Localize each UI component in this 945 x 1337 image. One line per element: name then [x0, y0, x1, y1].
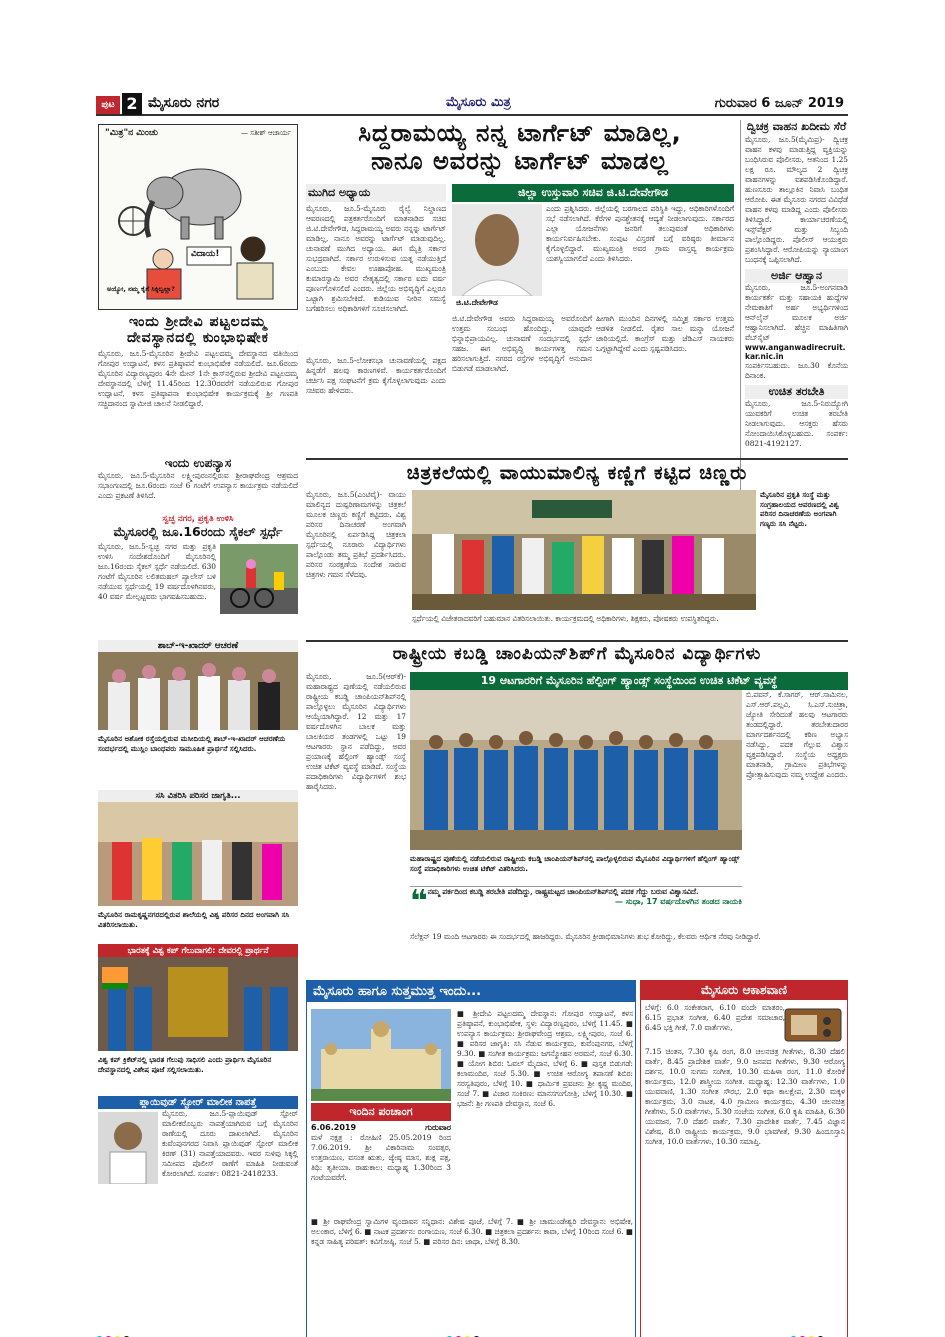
cartoon-bubble-vidaya: ವಿದಾಯ! [191, 249, 220, 259]
bharat-cup-caption: ವಿಶ್ವ ಕಪ್ ಕ್ರಿಕೆಟ್‌ನಲ್ಲಿ ಭಾರತ ಗೆಲುವು ಸಾಧಿಸಲಿ ಎಂದು ಪ್ರಾರ್ಥಿಸಿ ಮೈಸೂರಿನ ದೇವಸ್ಥಾನದಲ್ಲಿ ವಿಶೇಷ ಪೂಜೆ ಸಲ್ಲಿಸಲಾಯಿತು. [98, 1055, 272, 1074]
painting-body-col2: ಸ್ಪರ್ಧೆಯಲ್ಲಿ ವಿಜೇತರಾದವರಿಗೆ ಬಹುಮಾನ ವಿತರಿಸಲಾಯಿತು. ಕಾರ್ಯಕ್ರಮದಲ್ಲಿ ಅಧಿಕಾರಿಗಳು, ಶಿಕ್ಷಕರು, ಪೋಷಕರು ಉಪಸ್ಥಿತರಿದ್ದರು. [412, 614, 719, 623]
kabaddi-body-col2: ಬಿ.ಪವನ್, ಕೆ.ಸಾಗರ್, ಆರ್.ಸಾಮಿನಲ, ಎಸ್.ಆರ್.ಪಲ್ಲವಿ, ಸಿ.ಎಸ್.ಸುಚಿತ್ರಾ, ಜ್ಯೋತಿ ಸೇರಿದಂತೆ ಹಲವು ಆಟಗಾರರು ತಂಡದಲ್ಲಿದ್ದಾರೆ. ತರಬೇತುದಾರರ ಮಾರ್ಗದರ್ಶನದಲ್ಲಿ ಕಠಿಣ ಅಭ್ಯಾಸ ನಡೆಸಿದ್ದು, ಪದಕ ಗೆಲ್ಲುವ ವಿಶ್ವಾಸ ವ್ಯಕ್ತಪಡಿಸಿದ್ದಾರೆ. ಸಂಸ್ಥೆಯ ಅಧ್ಯಕ್ಷರು ಮಾತನಾಡಿ, ಗ್ರಾಮೀಣ ಪ್ರತಿಭೆಗಳನ್ನು ಪ್ರೋತ್ಸಾಹಿಸುವುದು ನಮ್ಮ ಉದ್ದೇಶ ಎಂದರು. [746, 690, 848, 779]
panchanga-headline: ಇಂದಿನ ಪಂಚಾಂಗ [311, 1103, 451, 1121]
bharat-cup-headline: ಭಾರತಕ್ಕೆ ವಿಶ್ವ ಕಪ್ ಗೆಲುವಾಗಲಿ: ದೇವರಲ್ಲಿ ಪ್ರಾರ್ಥನೆ [98, 944, 298, 957]
lead-body-col3: ಮೈಸೂರು, ಜೂ.5-ಲೋಕಸಭಾ ಚುನಾವಣೆಯಲ್ಲಿ ಪಕ್ಷದ ಹಿನ್ನಡೆಗೆ ಹಲವು ಕಾರಣಗಳಿವೆ. ಕಾರ್ಯಕರ್ತರೊಂದಿಗೆ ಚರ್ಚಿಸಿ ಪಕ್ಷ ಸಂಘಟನೆಗೆ ಕ್ರಮ ಕೈಗೊಳ್ಳಲಾಗುವುದು ಎಂದು ಸಚಿವರು ಹೇಳಿದರು. [306, 356, 446, 395]
arji-body: ಮೈಸೂರು, ಜೂ.5-ಅಂಗನವಾಡಿ ಕಾರ್ಯಕರ್ತೆ ಮತ್ತು ಸಹಾಯಕಿ ಹುದ್ದೆಗಳ ನೇಮಕಾತಿಗೆ ಅರ್ಹ ಅಭ್ಯರ್ಥಿಗಳಿಂದ ಆನ್‌ಲೈನ್ ಮೂಲಕ ಅರ್ಜಿ ಆಹ್ವಾನಿಸಲಾಗಿದೆ. ಹೆಚ್ಚಿನ ಮಾಹಿತಿಗಾಗಿ ವೆಬ್‌ಸೈಟ್ [745, 283, 848, 342]
arji-body-2: ಸಂಪರ್ಕಿಸಬಹುದು. ಜೂ.30 ಕೊನೆಯ ದಿನಾಂಕ. [745, 361, 848, 380]
uchita-body: ಮೈಸೂರು, ಜೂ.5-ನಿರುದ್ಯೋಗಿ ಯುವಕರಿಗೆ ಉಚಿತ ತರಬೇತಿ ನೀಡಲಾಗುವುದು. ಆಸಕ್ತರು ಹೆಸರು ನೋಂದಾಯಿಸಿಕೊಳ್ಳಬಹುದು. ಸಂಪರ್ಕ: 0821-4192127. [745, 399, 848, 448]
upanyasa-body: ಮೈಸೂರು, ಜೂ.5-ಮೈಸೂರಿನ ಲಕ್ಷ್ಮೀಪುರಂನಲ್ಲಿರುವ ಶ್ರೀರಾಘವೇಂದ್ರ ಆಶ್ರಮದ ಸಭಾಂಗಣದಲ್ಲಿ ಜೂ.6ರಂದು ಸಂಜೆ 6 ಗಂಟೆಗೆ ಉಪನ್ಯಾಸ ಕಾರ್ಯಕ್ರಮ ನಡೆಯಲಿದೆ ಎಂದು ಪ್ರಕಟಣೆ ತಿಳಿಸಿದೆ. [98, 471, 298, 500]
panchanga-date: 6.06.2019 [311, 1123, 357, 1132]
sahib-headline: ಶಾಬ್-ಇ-ಖಾದರ್ ಆಚರಣೆ [98, 640, 298, 652]
cartoon-artist: — ಸತೀಶ್ ಆಚಾರ್ಯ [241, 129, 291, 137]
page-tag: ಪುಟ [96, 96, 120, 114]
lead-body-col1: ಮೈಸೂರು, ಜೂ.5-ಮೈಸೂರು ರೈಲ್ವೆ ನಿಲ್ದಾಣದ ಆವರಣದಲ್ಲಿ ಪತ್ರಕರ್ತರೊಂದಿಗೆ ಮಾತನಾಡಿದ ಸಚಿವ ಜಿ.ಟಿ.ದೇವೇಗೌಡ, ಸಿದ್ದರಾಮಯ್ಯ ಅವರು ನನ್ನನ್ನು ಟಾರ್ಗೆಟ್ ಮಾಡಿಲ್ಲ, ನಾನೂ ಅವರನ್ನು ಟಾರ್ಗೆಟ್ ಮಾಡುವುದಿಲ್ಲ. ಚುನಾವಣೆ ಮುಗಿದ ಅಧ್ಯಾಯ. ಈಗ ಮೈತ್ರಿ ಸರ್ಕಾರ ಸುಭದ್ರವಾಗಿದೆ. ಸರ್ಕಾರ ಉರುಳಿಸುವ ಯತ್ನ ನಡೆಯುತ್ತಿದೆ ಎಂಬುದು ಕೇವಲ ಊಹಾಪೋಹ. ಮುಖ್ಯಮಂತ್ರಿ ಕುಮಾರಸ್ವಾಮಿ ಅವರ ನೇತೃತ್ವದಲ್ಲಿ ಸರ್ಕಾರ ಐದು ವರ್ಷ ಪೂರ್ಣಗೊಳಿಸಲಿದೆ ಎಂದರು. ಜಿಲ್ಲೆಯ ಅಭಿವೃದ್ಧಿಗೆ ಎಲ್ಲರೂ ಒಟ್ಟಾಗಿ ಶ್ರಮಿಸಬೇಕಿದೆ. ಕುಡಿಯುವ ನೀರಿನ ಸಮಸ್ಯೆ ಬಗೆಹರಿಸಲು ಅಧಿಕಾರಿಗಳಿಗೆ ಸೂಚಿಸಲಾಗಿದೆ. [306, 204, 446, 313]
painting-body-col1: ಮೈಸೂರು, ಜೂ.5(ಎಂಟಿವೈ)- ವಾಯು ಮಾಲಿನ್ಯದ ದುಷ್ಪರಿಣಾಮಗಳನ್ನು ಚಿತ್ರಕಲೆ ಮೂಲಕ ಚಿಣ್ಣರು ಕಣ್ಣಿಗೆ ಕಟ್ಟಿದರು. ವಿಶ್ವ ಪರಿಸರ ದಿನಾಚರಣೆ ಅಂಗವಾಗಿ ಮೈಸೂರಿನಲ್ಲಿ ಏರ್ಪಡಿಸಿದ್ದ ಚಿತ್ರಕಲಾ ಸ್ಪರ್ಧೆಯಲ್ಲಿ ನೂರಾರು ವಿದ್ಯಾರ್ಥಿಗಳು ಪಾಲ್ಗೊಂಡು ತಮ್ಮ ಪ್ರತಿಭೆ ಪ್ರದರ್ಶಿಸಿದರು. ಪರಿಸರ ಸಂರಕ್ಷಣೆಯ ಸಂದೇಶ ಸಾರುವ ಚಿತ್ರಗಳು ಗಮನ ಸೆಳೆದವು. [306, 490, 406, 579]
lead-kicker: ಮುಗಿದ ಅಧ್ಯಾಯ [306, 184, 446, 202]
kabaddi-quote-credit: — ಸುಧಾ, 17 ವರ್ಷದೊಳಗಿನ ತಂಡದ ನಾಯಕಿ [615, 897, 742, 906]
dvichakra-headline: ದ್ವಿಚಕ್ರ ವಾಹನ ಖದೀಮ ಸೆರೆ [746, 120, 847, 133]
kabaddi-story [306, 640, 848, 976]
mysore-palace-photo [311, 1009, 451, 1101]
temple-headline-1: ಇಂದು ಶ್ರೀದೇವಿ ಪಟ್ಟಲದಮ್ಮ [129, 314, 267, 330]
panchanga-box [311, 1103, 451, 1183]
cartoon-bubble-ayyo: ಅಯ್ಯೋ, ನಮ್ಮ ಕೈಗೆ ಸಿಕ್ಕಿಲ್ವಲ್ಲಾ? [107, 285, 175, 293]
bharat-cup-photo [98, 957, 298, 1051]
lead-banner: ಜಿಲ್ಲಾ ಉಸ್ತುವಾರಿ ಸಚಿವ ಜಿ.ಟಿ.ದೇವೇಗೌಡ [452, 184, 734, 202]
kabaddi-body-col3: ಸೆಲೆಕ್ಷನ್ 19 ಮಂದಿ ಆಟಗಾರರು ಈ ಸಂದರ್ಭದಲ್ಲಿ ಹಾಜರಿದ್ದರು. ಮೈಸೂರಿನ ಕ್ರೀಡಾಭಿಮಾನಿಗಳು ಶುಭ ಕೋರಿದ್ದು, ಕೆಲವರು ಆರ್ಥಿಕ ನೆರವು ನೀಡಿದ್ದಾರೆ. [410, 932, 761, 941]
lead-story-headline-block [306, 120, 734, 184]
radio-headline: ಮೈಸೂರು ಆಕಾಶವಾಣಿ [641, 981, 847, 1000]
cartoon-title: "ಮಿತ್ರ"ನ ಮಿಂಚು [105, 128, 158, 138]
minister-photo [452, 204, 542, 296]
sahib-caption: ಮೈಸೂರಿನ ಅಶೋಕ ರಸ್ತೆಯಲ್ಲಿರುವ ಮಸೀದಿಯಲ್ಲಿ ಶಾಬ್-ಇ-ಖಾದರ್ ಆಚರಣೆಯ ಸಂದರ್ಭದಲ್ಲಿ ಮುಸ್ಲಿಂ ಬಾಂಧವರು ಸಾಮೂಹಿಕ ಪ್ರಾರ್ಥನೆ ಸಲ್ಲಿಸಿದರು. [98, 734, 286, 753]
newspaper-page [96, 92, 848, 1337]
sahib-story [98, 640, 298, 790]
cycle-body: ಮೈಸೂರು, ಜೂ.5-ಸ್ವಚ್ಛ ನಗರ ಮತ್ತು ಪ್ರಕೃತಿ ಉಳಿಸಿ ಸಂದೇಶದೊಂದಿಗೆ ಮೈಸೂರಿನಲ್ಲಿ ಜೂ.16ರಂದು ಸೈಕಲ್ ಸ್ಪರ್ಧೆ ನಡೆಯಲಿದೆ. 630 ಗಂಟೆಗೆ ಮೈಸೂರಿನ ಲಲಿತಮಹಲ್ ಪ್ಯಾಲೇಸ್ ಬಳಿ ನಡೆಯುವ ಸ್ಪರ್ಧೆಯಲ್ಲಿ 19 ವರ್ಷದೊಳಗಿನವರು, 40 ವರ್ಷ ಮೇಲ್ಪಟ್ಟವರು ಭಾಗವಹಿಸಬಹುದು. [98, 542, 216, 601]
quote-mark-icon: ❝ [410, 884, 428, 919]
issue-date: ಗುರುವಾರ 6 ಜೂನ್ 2019 [714, 96, 844, 111]
lead-body-col5: ಹೀಗಾಗಿ ಮುಂದಿನ ದಿನಗಳಲ್ಲಿ ಸಮ್ಮಿಶ್ರ ಸರ್ಕಾರ ಉತ್ತಮ ಆಡಳಿತ ನೀಡಲಿದೆ. ರೈತರ ಸಾಲ ಮನ್ನಾ ಯೋಜನೆ ಜಾರಿಯಲ್ಲಿದೆ. ಕಾಂಗ್ರೆಸ್ ಮತ್ತು ಜೆಡಿಎಸ್ ನಾಯಕರು ಒಗ್ಗಟ್ಟಾಗಿದ್ದೇವೆ ಎಂದು ಸ್ಪಷ್ಟಪಡಿಸಿದರು. [596, 314, 734, 353]
lead-story [306, 184, 734, 454]
painting-headline: ಚಿತ್ರಕಲೆಯಲ್ಲಿ ವಾಯುಮಾಲಿನ್ಯ ಕಣ್ಣಿಗೆ ಕಟ್ಟಿದ ಚಿಣ್ಣರು [406, 462, 748, 484]
sasi-headline: ಸಸಿ ವಿತರಿಸಿ ಪರಿಸರ ಜಾಗೃತಿ... [98, 790, 298, 802]
radio-icon [783, 1003, 843, 1043]
kabaddi-team-photo [410, 690, 742, 850]
plywood-headline: ಪ್ಲಾಯಿವುಡ್ ಸ್ಟೋರ್ ಮಾಲೀಕ ನಾಪತ್ತೆ [98, 1096, 298, 1109]
upanyasa-story [98, 456, 298, 512]
kabaddi-banner: 19 ಆಟಗಾರರಿಗೆ ಮೈಸೂರಿನ ಹೆಲ್ಪಿಂಗ್ ಹ್ಯಾಂಡ್ಸ್ ಸಂಸ್ಥೆಯಿಂದ ಉಚಿತ ಟಿಕೆಟ್ ವ್ಯವಸ್ಥೆ [410, 672, 848, 690]
panchanga-body: ಮಳೆ ನಕ್ಷತ್ರ : ರೋಹಿಣಿ 25.05.2019 ರಿಂದ 7.06.2019. ಶ್ರೀ ವಿಕಾರಿನಾಮ ಸಂವತ್ಸರ, ಉತ್ತರಾಯಣ, ವಸಂತ ಋತು, ಜ್ಯೇಷ್ಠ ಮಾಸ, ಶುಕ್ಲ ಪಕ್ಷ, ತಿಥಿ: ತೃತೀಯಾ. ರಾಹುಕಾಲ: ಮಧ್ಯಾಹ್ನ 1.30ರಿಂದ 3 ಗಂಟೆಯವರೆಗೆ. [311, 1133, 451, 1182]
upanyasa-headline: ಇಂದು ಉಪನ್ಯಾಸ [164, 456, 232, 470]
painting-event-photo [412, 490, 756, 610]
painting-story [306, 458, 848, 638]
temple-story [98, 314, 298, 454]
cycle-kicker: ಸ್ವಚ್ಛ ನಗರ, ಪ್ರಕೃತಿ ಉಳಿಸಿ [162, 514, 234, 524]
uchita-headline: ಉಚಿತ ತರಬೇತಿ [745, 385, 848, 399]
arji-headline: ಅರ್ಜಿ ಆಹ್ವಾನ [745, 269, 848, 283]
cartoon-illustration [103, 141, 293, 307]
today-headline: ಮೈಸೂರು ಹಾಗೂ ಸುತ್ತಮುತ್ತ ಇಂದು... [307, 981, 635, 1002]
section-name: ಮೈಸೂರು ನಗರ [148, 95, 220, 111]
kabaddi-body-col1: ಮೈಸೂರು, ಜೂ.5(ಆರ್‌ಕೆ)- ಮಹಾರಾಷ್ಟ್ರದ ಪುಣೆಯಲ್ಲಿ ನಡೆಯಲಿರುವ ರಾಷ್ಟ್ರೀಯ ಕಬಡ್ಡಿ ಚಾಂಪಿಯನ್‌ಶಿಪ್‌ನಲ್ಲಿ ಪಾಲ್ಗೊಳ್ಳಲು ಮೈಸೂರಿನ ವಿದ್ಯಾರ್ಥಿಗಳು ಆಯ್ಕೆಯಾಗಿದ್ದಾರೆ. 12 ಮತ್ತು 17 ವರ್ಷದೊಳಗಿನ ಬಾಲಕ ಮತ್ತು ಬಾಲಕಿಯರ ತಂಡಗಳಲ್ಲಿ ಒಟ್ಟು 19 ಆಟಗಾರರು ಸ್ಥಾನ ಪಡೆದಿದ್ದು, ಅವರ ಪ್ರಯಾಣಕ್ಕೆ ಹೆಲ್ಪಿಂಗ್ ಹ್ಯಾಂಡ್ಸ್ ಸಂಸ್ಥೆ ಉಚಿತ ಟಿಕೆಟ್ ವ್ಯವಸ್ಥೆ ಮಾಡಿದೆ. ಸಂಸ್ಥೆಯ ಪದಾಧಿಕಾರಿಗಳು ವಿದ್ಯಾರ್ಥಿಗಳಿಗೆ ಶುಭ ಹಾರೈಸಿದರು. [306, 672, 406, 791]
today-events-list: ■ ಶ್ರೀದೇವಿ ಪಟ್ಟಲದಮ್ಮ ದೇವಸ್ಥಾನ: ಗೋಪುರ ಉದ್ಘಾಟನೆ, ಕಳಸ ಪ್ರತಿಷ್ಠಾಪನೆ, ಕುಂಭಾಭಿಷೇಕ, ಸ್ಥಳ: ವಿದ್ಯಾರಣ್ಯಪುರಂ, ಬೆಳಿಗ್ಗೆ 11.45. ■ ಉಪನ್ಯಾಸ ಕಾರ್ಯಕ್ರಮ: ಶ್ರೀರಾಘವೇಂದ್ರ ಆಶ್ರಮ, ಲಕ್ಷ್ಮೀಪುರಂ, ಸಂಜೆ 6. ■ ಪರಿಸರ ಜಾಗೃತಿ: ಸಸಿ ನೆಡುವ ಕಾರ್ಯಕ್ರಮ, ಕುವೆಂಪುನಗರ, ಬೆಳಿಗ್ಗೆ 9.30. ■ ಸಂಗೀತ ಕಾರ್ಯಕ್ರಮ: ಜಗನ್ಮೋಹನ ಅರಮನೆ, ಸಂಜೆ 6.30. ■ ಯೋಗ ಶಿಬಿರ: ಓವಲ್ ಮೈದಾನ, ಬೆಳಿಗ್ಗೆ 6. ■ ಪುಸ್ತಕ ಬಿಡುಗಡೆ: ಕಲಾಮಂದಿರ, ಸಂಜೆ 5.30. ■ ಉಚಿತ ಆರೋಗ್ಯ ತಪಾಸಣೆ ಶಿಬಿರ: ಸರಸ್ವತಿಪುರಂ, ಬೆಳಿಗ್ಗೆ 10. ■ ಧಾರ್ಮಿಕ ಪ್ರವಚನ: ಶ್ರೀ ಕೃಷ್ಣ ಮಂದಿರ, ಸಂಜೆ 7. ■ ವಿಚಾರ ಸಂಕಿರಣ: ಮಾನಸಗಂಗೋತ್ರಿ, ಬೆಳಿಗ್ಗೆ 10.30. ■ ಭಜನೆ: ಶ್ರೀ ಗಣಪತಿ ದೇವಸ್ಥಾನ, ಸಂಜೆ 6. [457, 1009, 633, 1108]
kabaddi-quote: ನಮ್ಮ ಪರ್ಕದಿಂದ ಕಬಡ್ಡಿ ತರಬೇತಿ ಪಡೆದಿದ್ದು, ರಾಷ್ಟ್ರಮಟ್ಟದ ಚಾಂಪಿಯನ್‌ಶಿಪ್‌ನಲ್ಲಿ ಪದಕ ಗೆದ್ದು ಬರುವ ವಿಶ್ವಾಸವಿದೆ. [427, 887, 699, 896]
lead-headline-1: ಸಿದ್ದರಾಮಯ್ಯ ನನ್ನ ಟಾರ್ಗೆಟ್ ಮಾಡಿಲ್ಲ, [358, 120, 682, 147]
sasi-photo [98, 802, 298, 906]
kabaddi-headline: ರಾಷ್ಟ್ರೀಯ ಕಬಡ್ಡಿ ಚಾಂಪಿಯನ್‌ಶಿಪ್‌ಗೆ ಮೈಸೂರಿನ ವಿದ್ಯಾರ್ಥಿಗಳು [392, 644, 762, 664]
panchanga-day: ಗುರುವಾರ [425, 1123, 451, 1132]
newspaper-name: ಮೈಸೂರು ಮಿತ್ರ [446, 95, 511, 110]
today-events-list-2: ■ ಶ್ರೀ ರಾಘವೇಂದ್ರ ಸ್ವಾಮಿಗಳ ವೃಂದಾವನ ಸನ್ನಿಧಾನ: ವಿಶೇಷ ಪೂಜೆ, ಬೆಳಿಗ್ಗೆ 7. ■ ಶ್ರೀ ಚಾಮುಂಡೇಶ್ವರಿ ದೇವಸ್ಥಾನ: ಅಭಿಷೇಕ, ಅಲಂಕಾರ, ಬೆಳಿಗ್ಗೆ 6. ■ ನಾಟಕ ಪ್ರದರ್ಶನ: ರಂಗಾಯಣ, ಸಂಜೆ 6.30. ■ ಚಿತ್ರಕಲಾ ಪ್ರದರ್ಶನ: ಕಾವಾ, ಬೆಳಿಗ್ಗೆ 10ರಿಂದ ಸಂಜೆ 6. ■ ಕನ್ನಡ ಸಾಹಿತ್ಯ ಪರಿಷತ್: ಕವಿಗೋಷ್ಠಿ, ಸಂಜೆ 5. ■ ಪರಿಸರ ದಿನ: ಜಾಥಾ, ಬೆಳಿಗ್ಗೆ 8.30. [311, 1217, 633, 1246]
lead-body-col4: ಜಿ.ಟಿ.ದೇವೇಗೌಡ ಅವರು ಸಿದ್ದರಾಮಯ್ಯ ಅವರೊಂದಿಗೆ ಉತ್ತಮ ಸಂಬಂಧ ಹೊಂದಿದ್ದು, ಯಾವುದೇ ಭಿನ್ನಾಭಿಪ್ರಾಯವಿಲ್ಲ. ಚುನಾವಣೆ ಸಂದರ್ಭದಲ್ಲಿ ಸ್ಪರ್ಧೆ ಸಹಜ. ಈಗ ಅಭಿವೃದ್ಧಿ ಕಾರ್ಯಗಳತ್ತ ಗಮನ ಹರಿಸಲಾಗುತ್ತಿದೆ. ನಗರದ ರಸ್ತೆಗಳ ಅಭಿವೃದ್ಧಿಗೆ ಅನುದಾನ ಬಿಡುಗಡೆ ಮಾಡಲಾಗಿದೆ. [452, 314, 592, 373]
radio-schedule-1: ಬೆಳಿಗ್ಗೆ: 6.0 ಸಂಕೇತರಾಗ, 6.10 ವಂದೇ ಮಾತರಂ, 6.15 ಪ್ರಭಾತ ಸಂಗೀತ, 6.40 ಪ್ರದೇಶ ಸಮಾಚಾರ, 6.45 ಭಕ್ತಿ ಗೀತೆ, 7.0 ವಾರ್ತೆಗಳು, [645, 1003, 785, 1032]
lead-headline-2: ನಾನೂ ಅವರನ್ನು ಟಾರ್ಗೆಟ್ ಮಾಡಲ್ಲ [371, 146, 669, 175]
minister-photo-caption: ಜಿ.ಟಿ.ದೇವೇಗೌಡ [456, 298, 498, 307]
page-number: 2 [122, 93, 142, 115]
page-header [96, 92, 848, 116]
sahib-group-photo [98, 652, 298, 730]
kabaddi-photo-caption: ಮಹಾರಾಷ್ಟ್ರದ ಪುಣೆಯಲ್ಲಿ ನಡೆಯಲಿರುವ ರಾಷ್ಟ್ರೀಯ ಕಬಡ್ಡಿ ಚಾಂಪಿಯನ್‌ಶಿಪ್‌ನಲ್ಲಿ ಪಾಲ್ಗೊಳ್ಳಲಿರುವ ಮೈಸೂರಿನ ವಿದ್ಯಾರ್ಥಿಗಳಿಗೆ ಹೆಲ್ಪಿಂಗ್ ಹ್ಯಾಂಡ್ಸ್ ಸಂಸ್ಥೆ ಪದಾಧಿಕಾರಿಗಳು ಉಚಿತ ಟಿಕೆಟ್ ವಿತರಿಸಿದರು. [410, 854, 740, 873]
kabaddi-quote-box [410, 886, 742, 926]
bharat-cup-story [98, 944, 298, 1094]
cartoon-box [98, 124, 298, 310]
temple-body: ಮೈಸೂರು, ಜೂ.5-ಮೈಸೂರಿನ ಶ್ರೀದೇವಿ ಪಟ್ಟಲದಮ್ಮ ದೇವಸ್ಥಾನದ ವತಿಯಿಂದ ಗೋಪುರ ಉದ್ಘಾಟನೆ, ಕಳಸ ಪ್ರತಿಷ್ಠಾಪನೆ ಕುಂಭಾಭಿಷೇಕ ನಡೆಯಲಿದೆ. ಜೂ.6ರಂದು ಮೈಸೂರಿನ ವಿದ್ಯಾರಣ್ಯಪುರಂ 4ನೇ ಮೇನ್ 1ನೇ ಕ್ರಾಸ್‌ನಲ್ಲಿರುವ ಶ್ರೀದೇವಿ ಪಟ್ಟಲದಮ್ಮ ದೇವಸ್ಥಾನದಲ್ಲಿ ಬೆಳಿಗ್ಗೆ 11.45ರಿಂದ 12.30ರವರೆಗೆ ನಡೆಯಲಿರುವ ಗೋಪುರ ಉದ್ಘಾಟನೆ, ಕಳಸ ಪ್ರತಿಷ್ಠಾಪನಾ ಕುಂಭಾಭಿಷೇಕ ಕಾರ್ಯಕ್ರಮಕ್ಕೆ ಶ್ರೀ ಗಣಪತಿ ಸಚ್ಚಿದಾನಂದ ಸ್ವಾಮೀಜಿ ಚಾಲನೆ ನೀಡಲಿದ್ದಾರೆ. [98, 349, 298, 409]
missing-person-photo [98, 1112, 158, 1184]
plywood-body: ಮೈಸೂರು, ಜೂ.5-ಪ್ಲಾಯಿವುಡ್ ಸ್ಟೋರ್ ಮಾಲೀಕರೊಬ್ಬರು ನಾಪತ್ತೆಯಾಗಿರುವ ಬಗ್ಗೆ ಮೈಸೂರಿನ ಠಾಣೆಯಲ್ಲಿ ದೂರು ದಾಖಲಾಗಿದೆ. ಮೈಸೂರಿನ ಕುವೆಂಪುನಗರದ ನಿವಾಸಿ ಪ್ಲಾಯಿವುಡ್ ಸ್ಟೋರ್ ಮಾಲೀಕ ಕಿರಣ್ (31) ನಾಪತ್ತೆಯಾದವರು. ಇವರ ಸುಳಿವು ಸಿಕ್ಕಲ್ಲಿ ಸಮೀಪದ ಪೊಲೀಸ್ ಠಾಣೆಗೆ ಮಾಹಿತಿ ನೀಡುವಂತೆ ಕೋರಲಾಗಿದೆ. ಸಂಪರ್ಕ: 0821-2418233. [162, 1109, 298, 1178]
sasi-caption: ಮೈಸೂರಿನ ರಾಮಕೃಷ್ಣನಗರದಲ್ಲಿರುವ ಶಾಲೆಯಲ್ಲಿ ವಿಶ್ವ ಪರಿಸರ ದಿನದ ಅಂಗವಾಗಿ ಸಸಿ ವಿತರಿಸಲಾಯಿತು. [98, 910, 290, 929]
today-section [306, 980, 636, 1337]
cyclists-photo [220, 544, 298, 614]
cycle-story [98, 514, 298, 636]
cycle-headline: ಮೈಸೂರಲ್ಲಿ ಜೂ.16ರಂದು ಸೈಕಲ್ ಸ್ಪರ್ಧೆ [113, 524, 283, 539]
temple-headline-2: ದೇವಸ್ಥಾನದಲ್ಲಿ ಕುಂಭಾಭಿಷೇಕ [127, 330, 269, 347]
radio-box [640, 980, 848, 1337]
painting-caption: ಮೈಸೂರಿನ ಪ್ರಕೃತಿ ಸಂಸ್ಥೆ ಮತ್ತು ಸಂಗ್ರಹಾಲಯದ ಆವರಣದಲ್ಲಿ ವಿಶ್ವ ಪರಿಸರ ದಿನಾಚರಣೆಯ ಅಂಗವಾಗಿ ಗಣ್ಯರು ಸಸಿ ನೆಟ್ಟರು. [760, 490, 839, 528]
radio-schedule-2: 7.15 ಚಿಂತನ, 7.30 ಕೃಷಿ ರಂಗ, 8.0 ಚಲನಚಿತ್ರ ಗೀತೆಗಳು, 8.30 ದೆಹಲಿ ವಾರ್ತೆ, 8.45 ಪ್ರಾದೇಶಿಕ ವಾರ್ತೆ, 9.0 ಜನಪದ ಗೀತೆಗಳು, 9.30 ಆರೋಗ್ಯ ದರ್ಶನ, 10.0 ಸುಗಮ ಸಂಗೀತ, 10.30 ಮಹಿಳಾ ರಂಗ, 11.0 ಕೋರಿಕೆ ಕಾರ್ಯಕ್ರಮ, 12.0 ಶಾಸ್ತ್ರೀಯ ಸಂಗೀತ. ಮಧ್ಯಾಹ್ನ: 12.30 ವಾರ್ತೆಗಳು, 1.0 ಯುವವಾಣಿ, 1.30 ಸಂಗೀತ ಸೌರಭ, 2.0 ಕಥಾ ಕಾಲಕ್ಷೇಪ, 2.30 ಮಕ್ಕಳ ಕಾರ್ಯಕ್ರಮ, 3.0 ನಾಟಕ, 4.0 ಗ್ರಾಮೀಣ ಕಾರ್ಯಕ್ರಮ, 4.30 ಚಲನಚಿತ್ರ ಗೀತೆಗಳು, 5.0 ವಾರ್ತೆಗಳು, 5.30 ಸಂಜೆಯ ಸಂಗೀತ, 6.0 ಕೃಷಿ ಮಾಹಿತಿ, 6.30 ಯುವಜನ, 7.0 ದೆಹಲಿ ವಾರ್ತೆ, 7.30 ಪ್ರಾದೇಶಿಕ ವಾರ್ತೆ, 7.45 ವಿಜ್ಞಾನ ವಿಶೇಷ, 8.0 ರಾಷ್ಟ್ರೀಯ ಕಾರ್ಯಕ್ರಮ, 9.0 ಭಾವಗೀತೆ, 9.30 ಹಿಂದೂಸ್ತಾನಿ ಸಂಗೀತ, 10.0 ವಾರ್ತೆಗಳು, 10.30 ಸಮಾಪ್ತಿ. [645, 1047, 845, 1146]
lead-body-col2: ಎಂದು ಪ್ರಶ್ನಿಸಿದರು. ಜಿಲ್ಲೆಯಲ್ಲಿ ಬರಗಾಲದ ಪರಿಸ್ಥಿತಿ ಇದ್ದು, ಅಧಿಕಾರಿಗಳೊಂದಿಗೆ ಸಭೆ ನಡೆಸಲಾಗಿದೆ. ಕೆರೆಗಳ ಪುನಶ್ಚೇತನಕ್ಕೆ ಆದ್ಯತೆ ನೀಡಲಾಗುವುದು. ಸರ್ಕಾರದ ಎಲ್ಲಾ ಯೋಜನೆಗಳು ಜನರಿಗೆ ತಲುಪುವಂತೆ ಅಧಿಕಾರಿಗಳು ಕಾರ್ಯನಿರ್ವಹಿಸಬೇಕು. ಸಂಪುಟ ವಿಸ್ತರಣೆ ಬಗ್ಗೆ ವರಿಷ್ಠರು ತೀರ್ಮಾನ ಕೈಗೊಳ್ಳಲಿದ್ದಾರೆ. ಮುಖ್ಯಮಂತ್ರಿ ಅವರ ಗ್ರಾಮ ವಾಸ್ತವ್ಯ ಕಾರ್ಯಕ್ರಮ ಯಶಸ್ವಿಯಾಗಲಿದೆ ಎಂದು ತಿಳಿಸಿದರು. [546, 204, 734, 263]
arji-website-link[interactable]: www.anganwadirecruit.kar.nic.in [745, 343, 846, 361]
plywood-story [98, 1096, 298, 1251]
sasi-story [98, 790, 298, 942]
dvichakra-body: ಮೈಸೂರು, ಜೂ.5(ಮೈಮಿಪ್ರ)- ದ್ವಿಚಕ್ರ ವಾಹನ ಕಳವು ಮಾಡುತ್ತಿದ್ದ ವ್ಯಕ್ತಿಯನ್ನು ಬಂಧಿಸಿರುವ ಪೊಲೀಸರು, ಆತನಿಂದ 1.25 ಲಕ್ಷ ರೂ. ಮೌಲ್ಯದ 2 ದ್ವಿಚಕ್ರ ವಾಹನಗಳನ್ನು ವಶಪಡಿಸಿಕೊಂಡಿದ್ದಾರೆ. ಹುಣಸೂರು ತಾಲ್ಲೂಕಿನ ನಿವಾಸಿ ಬಂಧಿತ ಆರೋಪಿ. ಈತ ಮೈಸೂರು ನಗರದ ವಿವಿಧೆಡೆ ವಾಹನ ಕಳವು ಮಾಡಿದ್ದ ಎಂದು ಪೊಲೀಸರು ತಿಳಿಸಿದ್ದಾರೆ. ಕಾರ್ಯಾಚರಣೆಯಲ್ಲಿ ಇನ್ಸ್‌ಪೆಕ್ಟರ್ ಮತ್ತು ಸಿಬ್ಬಂದಿ ಪಾಲ್ಗೊಂಡಿದ್ದರು. ಪೊಲೀಸ್ ಆಯುಕ್ತರು ಪ್ರಶಂಸಿಸಿದ್ದಾರೆ. ಆರೋಪಿಯನ್ನು ನ್ಯಾಯಾಂಗ ಬಂಧನಕ್ಕೆ ಒಪ್ಪಿಸಲಾಗಿದೆ. [745, 135, 848, 264]
